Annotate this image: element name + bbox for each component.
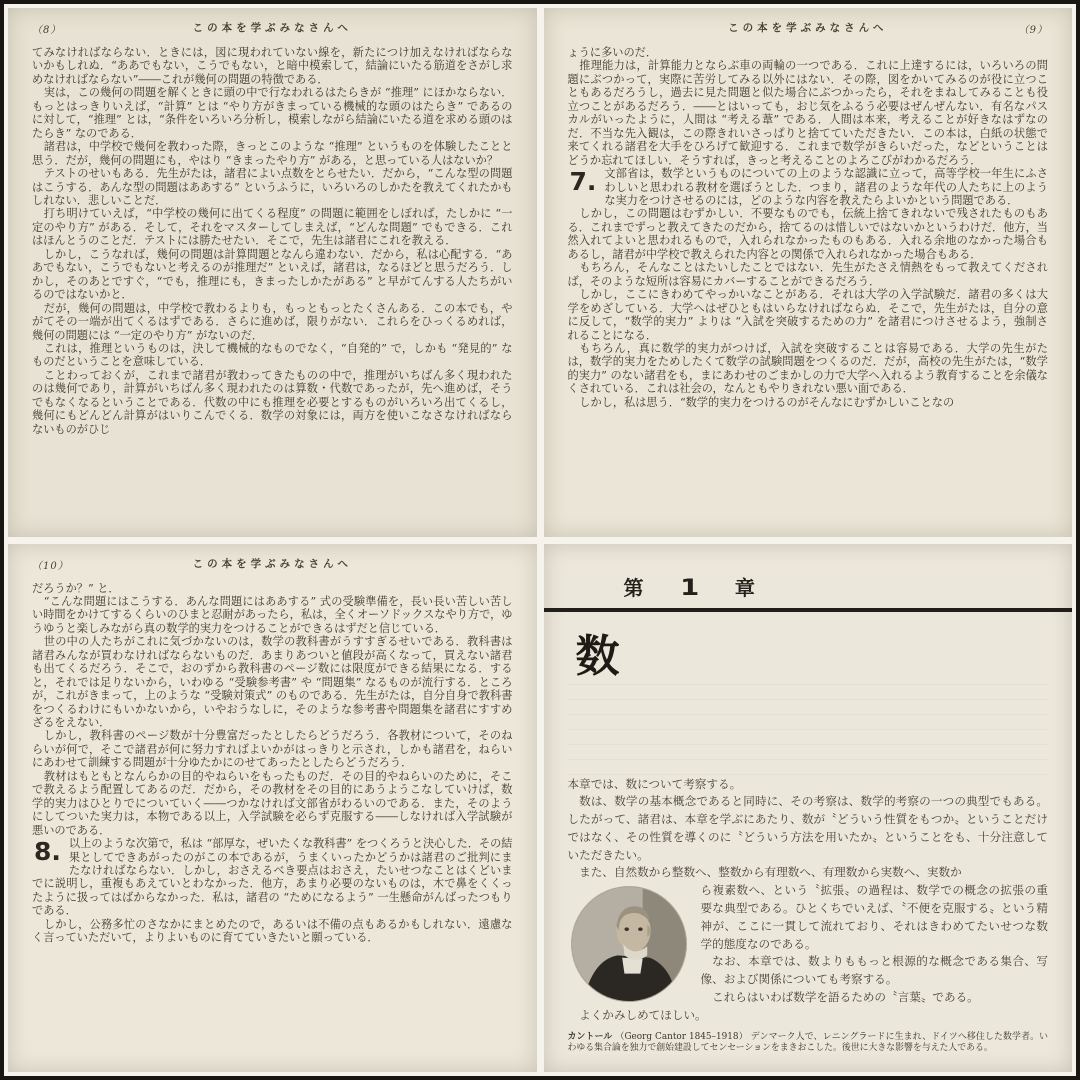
paragraph: 数は、数学の基本概念であると同時に、その考察は、数学的考察の一つの典型でもある。したがって、諸君は、本章を学ぶにあたり、数が〝どういう性質をもつか〟ということだけではなく、その性質を導くのに〝どういう方法を用いたか〟ということをも、十分注意していただきたい。 — [567, 794, 1048, 862]
paragraph: よくかみしめてほしい。 — [579, 1007, 707, 1022]
section-7-paragraph — [568, 167, 1049, 207]
page-number: （10） — [32, 560, 69, 572]
cantor-portrait-photo — [572, 887, 686, 1001]
paragraph: 教材はもともとなんらかの目的やねらいをもったものだ．その目的やねらいのために，そこで教えるよう配置してあるのだ．だから，その教材をその目的にあうようこなしていけば，数学的実力はひとりでについていく――つかなければ文部省がわるいのである．また，そのようにしてついた実力は，本物である以上，入学試験を必らず克服する――しなければ入学試験が悪いのである． — [32, 769, 513, 837]
paragraph: もちろん，真に数学的実力がつけば，入試を突破することは容易である．大学の先生がたは，数学的実力をためしたくて数学の試験問題をつくるのだ．だが，高校の先生がたは，“数学的実力” のない諸君をも，まにあわせのごまかしの力で大学へ入れるよう教育することを余儀なくされている．これは社会の，なんともやりきれない悪い面である． — [567, 341, 1048, 396]
paragraph: しかし，教科書のページ数が十分豊富だったとしたらどうだろう．各教材について，そのねらいが何で，そこで諸君が何に努力すればよいかがはっきりと示され，しかも諸君を，ねらいにあわせて訓練する問題が十分ゆたかにのせてあったとしたらどうだろう． — [32, 729, 513, 770]
running-title: この本を学ぶみなさんへ — [192, 22, 352, 34]
section-8-text: 以上のような次第で，私は “部厚な，ぜいたくな教科書” をつくろうと決心した．その結果としてできあがったのがこの本であるが，うまくいったかどうかは諸君のご批判にまたなければならない．しかし，おさえるべき要点はおさえ，たいせつなことはくどいまでに説明し，重複もあえていとわなかった．他方，あまり必要のないものは，木で鼻をくくったように扱ってはばからなかった．私は，諸君の “ためになるよう” 一生懸命がんばったつもりである． — [32, 837, 513, 918]
paragraph: ょうに多いのだ． — [567, 46, 658, 59]
paragraph: しかし，私は思う．“数学的実力をつけるのがそんなにむずかしいことなの — [579, 395, 955, 409]
paragraph: しかし，ここにきわめてやっかいなことがある．それは大学の入学試験だ．諸君の多くは大学をめざしている．大学へはぜひともはいらなければならぬ．そこで，先生がたは，自分の意に反して，“数学的実力” よりは “入試を突破するための力” を諸君につけさせるよう，強制されることになる． — [567, 288, 1048, 342]
running-title: この本を学ぶみなさんへ — [192, 557, 352, 570]
page-10-scan — [8, 544, 537, 1073]
portrait-text-wrap — [568, 882, 1049, 1024]
section-8-paragraph — [32, 837, 513, 918]
paragraph: しかし，こうなれば，幾何の問題は計算問題となんら違わない．だから，私は心配する．“ああでもない，こうでもないと考えるのが推理だ” といえば，諸君は，なるほどと思うだろう．しかし，そのあとですぐ，“でも，推理にも，きまったしかたがある” と早がてんする人たちがいるのではないかと． — [32, 247, 513, 302]
running-title: この本を学ぶみなさんへ — [728, 22, 888, 34]
section-number-8: 8. — [34, 837, 61, 867]
paragraph: しかし，この問題はむずかしい．不要なものでも，伝統上捨てきれないで残されたものもある．これまでずっと教えてきたのだから，捨てるのは惜しいではないかというわけだ．他方，当然入れてよいと思われるもので，入れられなかったものもある．入れる余地のなかった場合もあるし，諸君が中学校で教えられた内容との関係で入れられなかった場合もある． — [567, 207, 1048, 261]
page-bleedthrough-blank-area — [568, 684, 1049, 776]
portrait-caption — [568, 1032, 1049, 1056]
page-9-body — [568, 46, 1049, 409]
paragraph: なお、本章では、数よりももっと根源的な概念である集合、写像、および関係についても考察する。 — [700, 954, 1048, 987]
chapter-1-opening-page-scan — [544, 544, 1073, 1073]
running-head — [32, 556, 513, 573]
paragraph: ら複素数へ、という〝拡張〟の過程は、数学での概念の拡張の重要な典型である。ひとくちでいえば、〝不便を克服する〟という精神が、ここに一貫して流れており、それはきわめてたいせつな数学的態度なのである。 — [700, 883, 1048, 951]
chapter-label-suffix: 章 — [734, 575, 755, 600]
paragraph: 実は，この幾何の問題を解くときに頭の中で行なわれるはたらきが “推理” にほかならない．もっとはっきりいえば，“計算” とは “やり方がきまっている機械的な頭のはたらき” であるのに対して，“推理” とは，“条件をいろいろ分析し，模索しながら結論にいたる道を求める頭のはたらき” なのである． — [32, 86, 513, 140]
paragraph: また、自然数から整数へ、整数から有理数へ、有理数から実数へ、実数か — [579, 865, 962, 880]
section-7-text: 文部省は，数学というものについての上のような認識に立って，高等学校一年生にふさわしいと思われる教材を選ぼうとした．つまり，諸君のような年代の人たちに上のような実力をつけさせるのには，どのような内容を教えたらよいかという問題である． — [604, 167, 1048, 207]
paragraph: 世の中の人たちがこれに気づかないのは，数学の教科書がうすすぎるせいである．教科書は諸君みんなが買わなければならないものだ．あまりあついと値段が高くなって，買えない諸君も出てくるだろう．そこで，おのずから教科書のページ数には限度ができる結果になる．すると，それでは足りないから，いわゆる “受験参考書” や “問題集” なるものが流行する．ところが，これがきまって，上のような “受験対策式” のものである．先生がたは，自分自身で教科書をつくるわけにもいかないから，いやおうなしに，そのような参考書や問題集を諸君にすすめざるをえない． — [32, 635, 513, 730]
page-8-body — [32, 46, 513, 436]
chapter-rule — [544, 608, 1073, 612]
page-8-scan — [8, 8, 537, 537]
caption-text: （Georg Cantor 1845–1918） デンマーク人で、レニングラードに生まれ、ドイツへ移住した数学者。いわゆる集合論を独力で創始建設してセンセーションをまきおこした。後世に大きな影響を与えた人である。 — [567, 1031, 1048, 1054]
paragraph: てみなければならない．ときには，図に現われていない線を，新たにつけ加えなければならないかもしれぬ．“ああでもない，こうでもない，と暗中模索して，結論にいたる筋道をさがし求めなければならない”――これが幾何の問題の特徴である． — [32, 46, 513, 86]
chapter-label — [624, 572, 1049, 601]
running-head — [32, 20, 513, 37]
paragraph: 本章では、数について考察する。 — [567, 776, 742, 791]
running-head — [568, 20, 1049, 37]
paragraph: もちろん，そんなことはたいしたことではない．先生がたさえ情熱をもって教えてくだされば，そのような短所は容易にカバーすることができるだろう． — [567, 261, 1048, 288]
chapter-number: 1 — [679, 575, 699, 601]
section-number-7: 7. — [569, 167, 597, 197]
page-number: （8） — [32, 25, 62, 36]
paragraph: しかし，公務多忙のさなかにまとめたので，あるいは不備の点もあるかもしれない．遠慮なく言っていただいて，よりよいものに育てていきたいと願っている． — [32, 917, 513, 945]
paragraph: これは，推理というものは，決して機械的なものでなく，“自発的” で，しかも “発見的” なものだということを意味している． — [32, 341, 513, 369]
chapter-intro — [568, 776, 1049, 883]
paragraph: 諸君は，中学校で幾何を教わった際，きっとこのような “推理” というものを体験したことと思う．だが，幾何の問題にも，やはり “きまったやり方” がある，と思っている人はないか？ — [32, 140, 513, 167]
page-number: （9） — [1018, 25, 1048, 36]
caption-subject-name: カントール — [567, 1031, 613, 1042]
paragraph: これらはいわば数学を語るための〝言葉〟である。 — [712, 990, 979, 1005]
paragraph: だが，幾何の問題は，中学校で教わるよりも，もっともっとたくさんある．この本でも，やがてその一端が出てくるはずである．さらに進めば，限りがない．これらをひっくるめれば，幾何の問題には “一定のやり方” がないのだ． — [32, 301, 513, 342]
paragraph: だろうか？” と． — [32, 581, 120, 595]
chapter-title: 数 — [575, 630, 624, 682]
paragraph: “こんな問題にはこうする．あんな問題にはああする” 式の受験準備を，長い長い苦しい苦しい時間をかけてするくらいのひまと忍耐があったら，私は，全くオーソドックスなやり方で，ゆうゆうと楽しみながら真の数学的実力をつけることができるはずだと信じている． — [32, 594, 513, 635]
page-9-scan — [544, 8, 1073, 537]
cantor-portrait-illustration — [572, 887, 686, 1001]
page-10-body — [32, 582, 513, 945]
paragraph: 推理能力は，計算能力とならぶ車の両輪の一つである．これに上達するには，いろいろの問題にぶつかって，実際に苦労してみる以外にはない．その際，図をかいてみるのが役に立つこともあるだろうし，過去に見た問題と似た場合にぶつかったら，それをまねしてみることも役立つことがあるだろう．――とはいっても，おじ気をふるう必要はぜんぜんない．有名なパスカルがいったように，人間は “考える葦” である．人間は本来，考えることが好きなはずなのだ．不当な先入観は，この際きれいさっぱりと捨てていただきたい．この本は，白紙の状態で来てくれる諸君を大手をひろげて歓迎する．これまで数学がきらいだった，などということはどうか忘れてほしい．そうすれば，きっと考えることのよろこびがわかるだろう． — [567, 59, 1048, 167]
chapter-label-prefix: 第 — [623, 575, 644, 600]
paragraph: 打ち明けていえば，“中学校の幾何に出てくる程度” の問題に範囲をしぼれば，たしかに “一定のやり方” がある．そして，それをマスターしてしまえば，“どんな問題” でもできる．これはほんとうのことだ．テストには勝たせたい．そこで，先生は諸君にこれを教える． — [32, 207, 513, 248]
paragraph: テストのせいもある．先生がたは，諸君によい点数をとらせたい．だから，“こんな型の問題はこうする．あんな型の問題はああする” というふうに，いろいろのしかたを教えてくれたかもしれない．悲しいことだ． — [32, 167, 513, 207]
paragraph: ことわっておくが，これまで諸君が教わってきたものの中で，推理がいちばん多く現われたのは幾何であり，計算がいちばん多く現われたのは算数・代数であったが，先へ進めば，そうでもなくなるということである．代数の中にも推理を必要とするものがいろいろ出てくるし，幾何にもどんどん計算がはいりこんでくる．数学の対象には，両方を使いこなさなければならないものがひじ — [32, 368, 513, 436]
